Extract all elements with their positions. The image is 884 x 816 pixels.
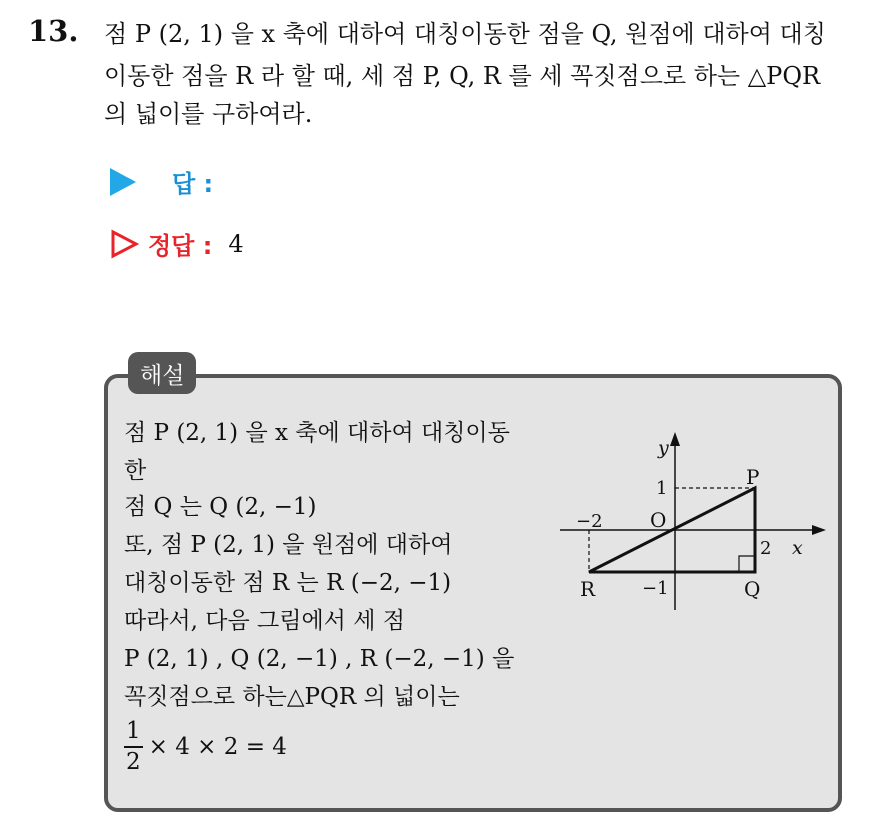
point-p-label: P	[746, 465, 760, 489]
answer-row	[110, 164, 213, 199]
question-line-2: 이동한 점을 R 라 할 때, 세 점 P, Q, R 를 세 꼭짓점으로 하는 △PQR	[104, 62, 821, 90]
explanation-tab: 해설	[128, 352, 196, 394]
tick-label-neg1: −1	[642, 578, 669, 599]
correct-answer-value: 4	[228, 229, 244, 258]
question-line-1: 점 P (2, 1) 을 x 축에 대하여 대칭이동한 점을 Q, 원점에 대하여 대칭	[104, 20, 826, 48]
origin-label: O	[650, 508, 667, 532]
fraction-numerator: 1	[124, 720, 143, 748]
answer-label: 답 :	[172, 170, 214, 198]
point-q-label: Q	[744, 577, 761, 601]
explanation-line-3: 점 Q 는 Q (2, −1)	[124, 494, 317, 520]
point-r-label: R	[580, 577, 596, 601]
explanation-line-7: P (2, 1) , Q (2, −1) , R (−2, −1) 을	[124, 646, 515, 672]
outline-triangle-icon	[110, 229, 140, 259]
x-axis-arrow	[812, 525, 826, 535]
explanation-line-8: 꼭짓점으로 하는△PQR 의 넓이는	[124, 684, 460, 710]
explanation-line-5: 대칭이동한 점 R 는 R (−2, −1)	[124, 570, 452, 596]
tick-label-1: 1	[656, 478, 668, 499]
play-triangle-icon	[110, 168, 136, 196]
fraction-denominator: 2	[126, 749, 141, 775]
tick-label-neg2: −2	[576, 511, 603, 532]
question-number: 13.	[28, 14, 79, 48]
fraction	[124, 720, 143, 774]
explanation-line-1: 점 P (2, 1) 을 x 축에 대하여 대칭이동	[124, 420, 510, 446]
right-angle-marker	[739, 556, 755, 572]
explanation-line-6: 따라서, 다음 그림에서 세 점	[124, 608, 405, 634]
explanation-line-2: 한	[124, 458, 147, 484]
calculation-rest: × 4 × 2 = 4	[148, 734, 287, 760]
question-line-3: 의 넓이를 구하여라.	[104, 100, 313, 128]
y-axis-label: y	[658, 437, 669, 459]
area-calculation	[124, 720, 287, 774]
coordinate-diagram	[550, 426, 840, 626]
correct-answer-label: 정답 :	[148, 232, 213, 260]
correct-answer-row	[110, 226, 244, 261]
explanation-line-4: 또, 점 P (2, 1) 을 원점에 대하여	[124, 532, 453, 558]
x-axis-label: x	[792, 537, 803, 559]
y-axis-arrow	[670, 432, 680, 446]
tick-label-2: 2	[760, 538, 772, 559]
